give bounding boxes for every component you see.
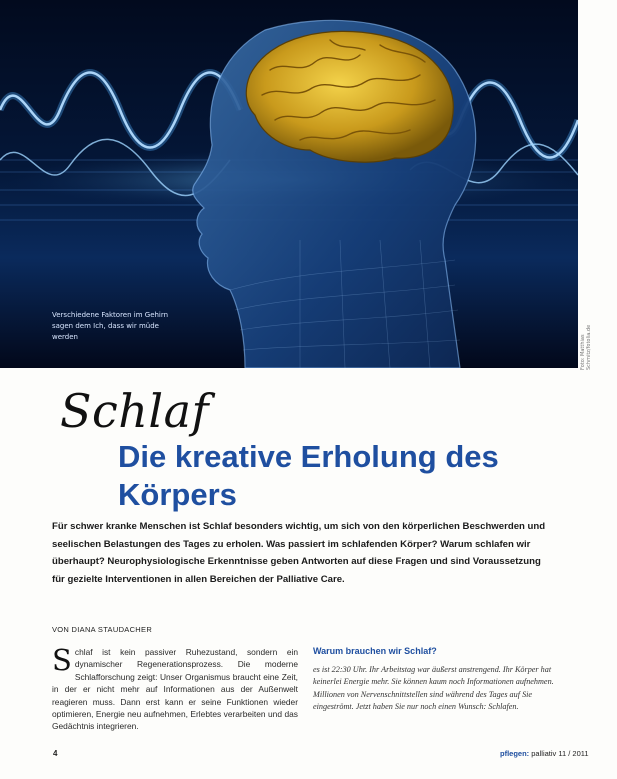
body-column-left: [52, 643, 298, 733]
article-kicker: Schlaf: [60, 384, 210, 438]
magazine-footer: [500, 749, 589, 758]
body-text-left: chlaf ist kein passiver Ruhezustand, sondern ein dynamischer Regenerationsprozess. Die moderne Schlafforschung zeigt: Unser Organismus braucht eine Zeit, in der er nicht mehr auf Informationen aus der Außenwelt reagieren muss. Dann erst kann er seine Funktionen wieder optimieren, Energie neu aufnehmen, Erlebtes verarbeiten und das Gedächtnis integrieren.: [52, 647, 298, 732]
magazine-issue: palliativ 11 / 2011: [531, 749, 589, 758]
author-byline: VON DIANA STAUDACHER: [52, 625, 153, 634]
section-heading: Warum brauchen wir Schlaf?: [313, 646, 437, 656]
article-lead: Für schwer kranke Menschen ist Schlaf besonders wichtig, um sich von den körperlichen Beschwerden und seelischen Belastungen des Tages zu erholen. Was passiert im schlafenden Körper? Warum schlafen wir überhaupt? Neurophysiologische Erkenntnisse geben Antworten auf diese Fragen und sind Voraussetzung für gezielte Interventionen in allen Bereichen der Palliative Care.: [52, 521, 546, 585]
drop-cap: S: [52, 643, 72, 677]
page-number: 4: [53, 749, 58, 758]
magazine-name: pflegen:: [500, 749, 530, 758]
article-headline: Die kreative Erholung des Körpers: [118, 439, 499, 512]
photo-credit: Foto: Matthias Schmitz/fotolia.de: [580, 324, 592, 370]
image-caption: Verschiedene Faktoren im Gehirn sagen dem Ich, dass wir müde werden: [52, 311, 169, 341]
body-column-right: es ist 22:30 Uhr. Ihr Arbeitstag war äußerst anstrengend. Ihr Körper hat keinerlei Energie mehr. Sie können kaum noch Informationen aufnehmen. Millionen von Nervenschnittstellen sind während des Tages auf Sie eingeströmt. Jetzt haben Sie nur noch einen Wunsch: Schlafen.: [313, 665, 554, 712]
hero-image: [0, 0, 578, 368]
